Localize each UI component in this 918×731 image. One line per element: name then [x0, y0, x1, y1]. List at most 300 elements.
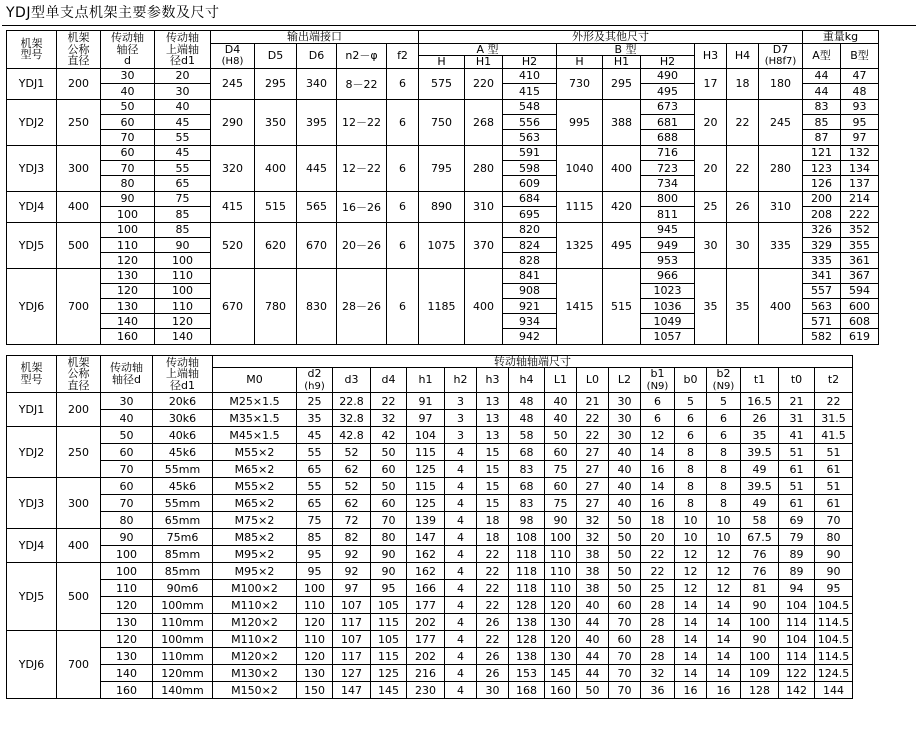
cell-frame-model: YDJ2: [7, 99, 57, 145]
cell-shaft-dia: 70: [101, 495, 153, 512]
cell-t2: 31.5: [815, 410, 853, 427]
cell-M0: M55×2: [213, 478, 297, 495]
cell-b2: 10: [707, 529, 741, 546]
cell-t2: 61: [815, 495, 853, 512]
cell-L2: 50: [609, 580, 641, 597]
cell-t0: 51: [779, 478, 815, 495]
cell-L0: 22: [577, 427, 609, 444]
cell-d4: 115: [371, 614, 407, 631]
header-BH2: H2: [641, 56, 695, 69]
cell-L2: 50: [609, 563, 641, 580]
table-row: [7, 461, 853, 478]
cell-AH2: 548 556 563: [503, 99, 557, 145]
cell-BH: 1115: [557, 191, 603, 222]
cell-d2: 95: [297, 563, 333, 580]
cell-d2: 65: [297, 495, 333, 512]
cell-shaft-top-dia: 20k6: [153, 393, 213, 410]
cell-d4: 125: [371, 665, 407, 682]
cell-h4: 68: [509, 444, 545, 461]
cell-t2: 61: [815, 461, 853, 478]
cell-d4: 42: [371, 427, 407, 444]
cell-BH1: 420: [603, 191, 641, 222]
cell-b1: 14: [641, 444, 675, 461]
t2-header-shaft-dia: 传动轴 轴径d: [101, 355, 153, 393]
cell-M0: M85×2: [213, 529, 297, 546]
t2-header-L1: L1: [545, 368, 577, 393]
cell-frame-dia: 700: [57, 631, 101, 699]
cell-shaft-dia: 60 70 80: [101, 145, 155, 191]
table-row: [7, 529, 853, 546]
cell-d3: 62: [333, 461, 371, 478]
cell-d4: 145: [371, 682, 407, 699]
cell-AH: 575: [419, 68, 465, 99]
cell-t0: 114: [779, 614, 815, 631]
table-row: [7, 191, 879, 222]
t2-header-d4: d4: [371, 368, 407, 393]
cell-d4: 105: [371, 597, 407, 614]
cell-h2: 4: [445, 563, 477, 580]
cell-M0: M110×2: [213, 631, 297, 648]
cell-shaft-dia: 50: [101, 427, 153, 444]
cell-L0: 44: [577, 614, 609, 631]
t2-header-d2: d2 (h9): [297, 368, 333, 393]
cell-M0: M65×2: [213, 461, 297, 478]
cell-L1: 90: [545, 512, 577, 529]
cell-weight-b: 93 95 97: [841, 99, 879, 145]
cell-h1: 125: [407, 461, 445, 478]
cell-shaft-dia: 60: [101, 478, 153, 495]
header-AH1: H1: [465, 56, 503, 69]
cell-shaft-top-dia: 140mm: [153, 682, 213, 699]
cell-b1: 32: [641, 665, 675, 682]
header-D5: D5: [255, 43, 297, 68]
cell-n2: 20－26: [337, 222, 387, 268]
cell-L0: 40: [577, 597, 609, 614]
cell-L0: 44: [577, 648, 609, 665]
cell-L1: 75: [545, 495, 577, 512]
cell-h4: 138: [509, 614, 545, 631]
cell-D4: 520: [211, 222, 255, 268]
cell-t2: 104.5: [815, 631, 853, 648]
cell-H4: 22: [727, 99, 759, 145]
cell-d2: 120: [297, 614, 333, 631]
cell-L2: 60: [609, 597, 641, 614]
cell-t1: 76: [741, 563, 779, 580]
table-row: [7, 546, 853, 563]
table-row: [7, 631, 853, 648]
header-BH1: H1: [603, 56, 641, 69]
cell-AH: 795: [419, 145, 465, 191]
header-output-group: 输出端接口: [211, 31, 419, 44]
cell-shaft-top-dia: 40k6: [153, 427, 213, 444]
cell-d3: 72: [333, 512, 371, 529]
cell-L2: 40: [609, 495, 641, 512]
cell-L1: 75: [545, 461, 577, 478]
cell-shaft-dia: 160: [101, 682, 153, 699]
cell-H4: 26: [727, 191, 759, 222]
cell-f2: 6: [387, 68, 419, 99]
cell-h4: 48: [509, 410, 545, 427]
cell-L1: 145: [545, 665, 577, 682]
cell-t1: 39.5: [741, 444, 779, 461]
cell-shaft-dia: 110: [101, 580, 153, 597]
cell-frame-dia: 200: [57, 393, 101, 427]
cell-t0: 51: [779, 444, 815, 461]
cell-b0: 8: [675, 444, 707, 461]
cell-L0: 38: [577, 546, 609, 563]
cell-t1: 49: [741, 461, 779, 478]
cell-L2: 40: [609, 478, 641, 495]
cell-b1: 20: [641, 529, 675, 546]
cell-t1: 49: [741, 495, 779, 512]
table-row: [7, 512, 853, 529]
cell-H3: 20: [695, 99, 727, 145]
cell-b2: 14: [707, 648, 741, 665]
t2-header-h4: h4: [509, 368, 545, 393]
cell-h3: 15: [477, 478, 509, 495]
cell-frame-dia: 700: [57, 268, 101, 344]
cell-t1: 67.5: [741, 529, 779, 546]
cell-t1: 35: [741, 427, 779, 444]
header-D7: D7 (H8f7): [759, 43, 803, 68]
cell-shaft-top-dia: 65mm: [153, 512, 213, 529]
cell-frame-model: YDJ1: [7, 393, 57, 427]
cell-M0: M35×1.5: [213, 410, 297, 427]
cell-b2: 10: [707, 512, 741, 529]
cell-BH1: 515: [603, 268, 641, 344]
cell-shaft-top-dia: 55mm: [153, 495, 213, 512]
cell-d4: 115: [371, 648, 407, 665]
cell-BH: 730: [557, 68, 603, 99]
cell-h4: 83: [509, 495, 545, 512]
cell-h3: 26: [477, 665, 509, 682]
cell-t1: 76: [741, 546, 779, 563]
cell-t0: 89: [779, 563, 815, 580]
table-row: [7, 410, 853, 427]
cell-D7: 310: [759, 191, 803, 222]
cell-shaft-top-dia: 120mm: [153, 665, 213, 682]
cell-b2: 14: [707, 665, 741, 682]
cell-h4: 68: [509, 478, 545, 495]
cell-h1: 104: [407, 427, 445, 444]
cell-t2: 41.5: [815, 427, 853, 444]
cell-d3: 117: [333, 614, 371, 631]
cell-frame-dia: 250: [57, 99, 101, 145]
cell-d3: 97: [333, 580, 371, 597]
cell-AH2: 410 415: [503, 68, 557, 99]
cell-shaft-dia: 130: [101, 648, 153, 665]
cell-weight-b: 367 594 600 608 619: [841, 268, 879, 344]
header-shaft-top-dia: 传动轴 上端轴 径d1: [155, 31, 211, 69]
cell-shaft-top-dia: 40 45 55: [155, 99, 211, 145]
cell-b0: 14: [675, 665, 707, 682]
cell-h2: 4: [445, 614, 477, 631]
cell-h3: 26: [477, 614, 509, 631]
cell-t0: 69: [779, 512, 815, 529]
cell-D6: 445: [297, 145, 337, 191]
cell-h1: 115: [407, 478, 445, 495]
cell-L2: 60: [609, 631, 641, 648]
cell-shaft-top-dia: 45 55 65: [155, 145, 211, 191]
cell-D7: 280: [759, 145, 803, 191]
table-row: [7, 563, 853, 580]
cell-b2: 8: [707, 461, 741, 478]
cell-shaft-top-dia: 100mm: [153, 631, 213, 648]
cell-h3: 13: [477, 393, 509, 410]
cell-h1: 162: [407, 546, 445, 563]
cell-t1: 100: [741, 648, 779, 665]
table-row: [7, 648, 853, 665]
cell-d2: 95: [297, 546, 333, 563]
table-row: [7, 145, 879, 191]
cell-d4: 90: [371, 563, 407, 580]
cell-d2: 130: [297, 665, 333, 682]
cell-H4: 22: [727, 145, 759, 191]
cell-h3: 30: [477, 682, 509, 699]
cell-L0: 32: [577, 512, 609, 529]
cell-t1: 128: [741, 682, 779, 699]
cell-t0: 94: [779, 580, 815, 597]
cell-h1: 162: [407, 563, 445, 580]
cell-shaft-top-dia: 30k6: [153, 410, 213, 427]
cell-t1: 26: [741, 410, 779, 427]
cell-shaft-top-dia: 110mm: [153, 648, 213, 665]
cell-b1: 16: [641, 461, 675, 478]
cell-t1: 109: [741, 665, 779, 682]
cell-h1: 230: [407, 682, 445, 699]
cell-b1: 28: [641, 614, 675, 631]
cell-d4: 90: [371, 546, 407, 563]
cell-h4: 98: [509, 512, 545, 529]
cell-b0: 12: [675, 580, 707, 597]
t2-header-h3: h3: [477, 368, 509, 393]
cell-h3: 22: [477, 580, 509, 597]
cell-M0: M95×2: [213, 563, 297, 580]
cell-L1: 110: [545, 546, 577, 563]
cell-d3: 107: [333, 597, 371, 614]
cell-d3: 92: [333, 563, 371, 580]
cell-AH1: 280: [465, 145, 503, 191]
cell-b2: 8: [707, 495, 741, 512]
table-row: [7, 614, 853, 631]
cell-frame-model: YDJ4: [7, 529, 57, 563]
cell-AH2: 820 824 828: [503, 222, 557, 268]
table-row: [7, 597, 853, 614]
cell-M0: M55×2: [213, 444, 297, 461]
cell-D4: 415: [211, 191, 255, 222]
cell-weight-b: 352 355 361: [841, 222, 879, 268]
cell-shaft-dia: 130: [101, 614, 153, 631]
cell-b1: 6: [641, 410, 675, 427]
cell-D6: 340: [297, 68, 337, 99]
cell-b2: 6: [707, 427, 741, 444]
cell-b2: 12: [707, 546, 741, 563]
cell-d2: 120: [297, 648, 333, 665]
cell-L0: 32: [577, 529, 609, 546]
cell-shaft-top-dia: 85 90 100: [155, 222, 211, 268]
cell-M0: M110×2: [213, 597, 297, 614]
cell-d4: 60: [371, 461, 407, 478]
cell-t0: 31: [779, 410, 815, 427]
cell-h3: 22: [477, 597, 509, 614]
table-row: [7, 68, 879, 99]
cell-t1: 100: [741, 614, 779, 631]
cell-weight-b: 47 48: [841, 68, 879, 99]
cell-b0: 5: [675, 393, 707, 410]
cell-h4: 58: [509, 427, 545, 444]
cell-M0: M65×2: [213, 495, 297, 512]
cell-AH: 1075: [419, 222, 465, 268]
cell-L2: 40: [609, 444, 641, 461]
cell-h2: 4: [445, 665, 477, 682]
cell-weight-a: 83 85 87: [803, 99, 841, 145]
cell-shaft-dia: 90: [101, 529, 153, 546]
cell-d4: 50: [371, 444, 407, 461]
cell-t0: 142: [779, 682, 815, 699]
t2-header-M0: M0: [213, 368, 297, 393]
table1-body: [7, 68, 879, 344]
cell-weight-a: 44 44: [803, 68, 841, 99]
cell-h4: 138: [509, 648, 545, 665]
cell-L0: 21: [577, 393, 609, 410]
cell-d3: 22.8: [333, 393, 371, 410]
header-H4: H4: [727, 43, 759, 68]
cell-D7: 400: [759, 268, 803, 344]
cell-L1: 130: [545, 614, 577, 631]
cell-AH2: 591 598 609: [503, 145, 557, 191]
cell-frame-dia: 400: [57, 529, 101, 563]
cell-h4: 118: [509, 563, 545, 580]
parameters-table-1: [6, 30, 879, 345]
cell-L0: 27: [577, 495, 609, 512]
cell-L1: 160: [545, 682, 577, 699]
cell-b1: 12: [641, 427, 675, 444]
cell-d3: 82: [333, 529, 371, 546]
cell-t1: 16.5: [741, 393, 779, 410]
header-shaft-dia: 传动轴 轴径 d: [101, 31, 155, 69]
cell-shaft-dia: 100 110 120: [101, 222, 155, 268]
t2-header-L2: L2: [609, 368, 641, 393]
cell-b2: 12: [707, 580, 741, 597]
header-AH: H: [419, 56, 465, 69]
cell-frame-dia: 500: [57, 563, 101, 631]
page-title: YDJ型单支点机架主要参数及尺寸: [6, 5, 220, 21]
cell-M0: M120×2: [213, 648, 297, 665]
cell-BH1: 400: [603, 145, 641, 191]
cell-b2: 6: [707, 410, 741, 427]
table-row: [7, 580, 853, 597]
cell-t0: 61: [779, 495, 815, 512]
cell-BH1: 495: [603, 222, 641, 268]
cell-t0: 79: [779, 529, 815, 546]
cell-f2: 6: [387, 222, 419, 268]
t2-header-frame-model: 机架 型号: [7, 355, 57, 393]
cell-b1: 25: [641, 580, 675, 597]
cell-D4: 670: [211, 268, 255, 344]
cell-shaft-dia: 80: [101, 512, 153, 529]
cell-b2: 12: [707, 563, 741, 580]
cell-n2: 16－26: [337, 191, 387, 222]
cell-t2: 70: [815, 512, 853, 529]
cell-t1: 81: [741, 580, 779, 597]
cell-d3: 62: [333, 495, 371, 512]
cell-d2: 65: [297, 461, 333, 478]
cell-AH: 1185: [419, 268, 465, 344]
cell-D6: 395: [297, 99, 337, 145]
cell-BH2: 716 723 734: [641, 145, 695, 191]
t2-header-h2: h2: [445, 368, 477, 393]
cell-t2: 22: [815, 393, 853, 410]
cell-AH1: 220: [465, 68, 503, 99]
cell-h2: 4: [445, 631, 477, 648]
cell-h2: 4: [445, 580, 477, 597]
cell-shaft-dia: 40: [101, 410, 153, 427]
cell-n2: 28－26: [337, 268, 387, 344]
cell-shaft-dia: 60: [101, 444, 153, 461]
cell-t0: 104: [779, 597, 815, 614]
cell-L0: 40: [577, 631, 609, 648]
cell-b0: 6: [675, 410, 707, 427]
cell-L1: 100: [545, 529, 577, 546]
cell-AH: 750: [419, 99, 465, 145]
cell-h4: 108: [509, 529, 545, 546]
table2-body: [7, 393, 853, 699]
cell-D5: 400: [255, 145, 297, 191]
cell-t2: 95: [815, 580, 853, 597]
cell-D5: 780: [255, 268, 297, 344]
cell-d3: 127: [333, 665, 371, 682]
t2-header-shaft-top-dia: 传动轴 上端轴 径d1: [153, 355, 213, 393]
cell-L2: 70: [609, 614, 641, 631]
cell-h1: 91: [407, 393, 445, 410]
t2-header-t0: t0: [779, 368, 815, 393]
cell-frame-dia: 250: [57, 427, 101, 478]
cell-h3: 15: [477, 461, 509, 478]
cell-shaft-top-dia: 85mm: [153, 563, 213, 580]
cell-shaft-dia: 100: [101, 563, 153, 580]
cell-b1: 36: [641, 682, 675, 699]
cell-t0: 122: [779, 665, 815, 682]
cell-h2: 4: [445, 546, 477, 563]
cell-D4: 290: [211, 99, 255, 145]
cell-BH: 1040: [557, 145, 603, 191]
cell-b1: 6: [641, 393, 675, 410]
cell-h2: 4: [445, 444, 477, 461]
cell-BH1: 295: [603, 68, 641, 99]
cell-frame-dia: 400: [57, 191, 101, 222]
header-n2: n2－φ: [337, 43, 387, 68]
cell-M0: M130×2: [213, 665, 297, 682]
cell-b0: 8: [675, 478, 707, 495]
cell-d2: 150: [297, 682, 333, 699]
cell-L0: 22: [577, 410, 609, 427]
cell-AH1: 370: [465, 222, 503, 268]
cell-L2: 50: [609, 546, 641, 563]
cell-shaft-top-dia: 90m6: [153, 580, 213, 597]
cell-b0: 6: [675, 427, 707, 444]
cell-h3: 15: [477, 495, 509, 512]
cell-f2: 6: [387, 268, 419, 344]
cell-shaft-top-dia: 110mm: [153, 614, 213, 631]
table-row: [7, 444, 853, 461]
cell-h2: 4: [445, 529, 477, 546]
cell-frame-dia: 300: [57, 145, 101, 191]
cell-t2: 124.5: [815, 665, 853, 682]
cell-L1: 60: [545, 478, 577, 495]
cell-frame-model: YDJ5: [7, 563, 57, 631]
cell-frame-model: YDJ1: [7, 68, 57, 99]
cell-shaft-top-dia: 45k6: [153, 478, 213, 495]
